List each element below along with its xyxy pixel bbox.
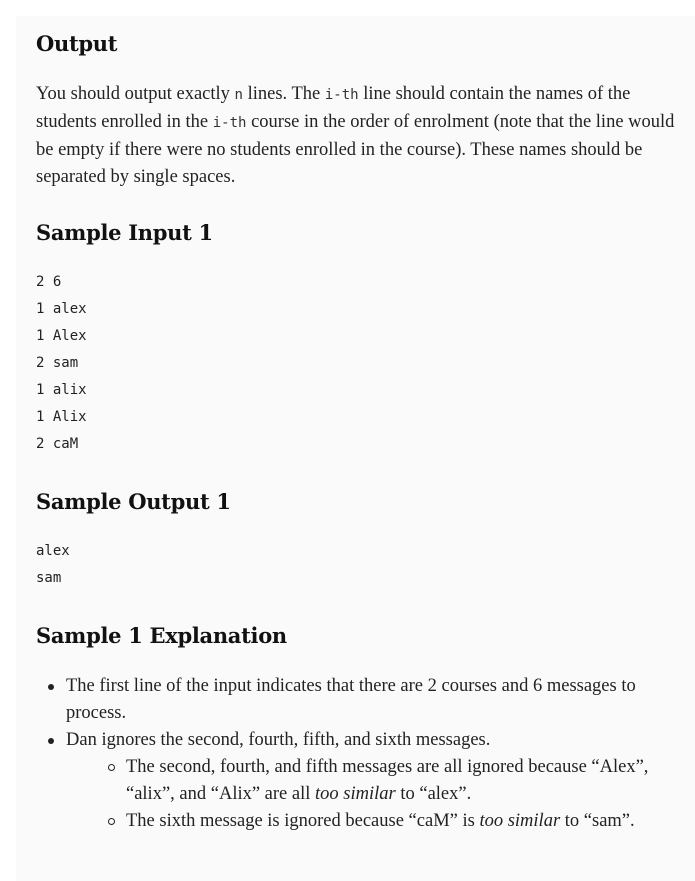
sample-output-block (36, 538, 70, 592)
sample-input-line: 1 Alix (36, 409, 87, 425)
sample-input-block (36, 269, 87, 458)
bullet-text: Dan ignores the second, fourth, fifth, and sixth messages. (66, 730, 491, 750)
explanation-heading: Sample 1 Explanation (36, 623, 287, 648)
sub-text: to “sam”. (560, 811, 635, 831)
sub-text: The sixth message is ignored because “caM” is (126, 811, 480, 831)
code-ith: i-th (324, 87, 359, 103)
sample-input-line: 1 Alex (36, 328, 87, 344)
code-ith: i-th (212, 115, 247, 131)
sample-input-line: 2 6 (36, 274, 62, 290)
bullet-text: The first line of the input indicates that there are 2 courses and 6 messages to process. (66, 676, 636, 723)
sample-output-heading: Sample Output 1 (36, 489, 231, 514)
output-text-4: course in the order of enrolment (note that the line would be empty if there were no students enrolled in the course). These names should be separated by single spaces. (36, 112, 675, 187)
sub-list-item (66, 754, 676, 808)
output-description (36, 81, 681, 191)
list-item (36, 727, 676, 835)
sample-input-heading: Sample Input 1 (36, 220, 213, 245)
output-text-1: You should output exactly (36, 84, 235, 104)
sample-input-line: 1 alex (36, 301, 87, 317)
sample-input-line: 2 sam (36, 355, 79, 371)
sub-list-item (66, 808, 676, 835)
output-heading: Output (36, 31, 118, 56)
output-text-2: lines. The (242, 84, 325, 104)
sample-input-line: 2 caM (36, 436, 79, 452)
sub-text: The second, fourth, and fifth messages are all ignored because “Alex”, “alix”, and “Alix” are all (126, 757, 649, 804)
problem-panel (16, 16, 695, 881)
code-n: n (234, 87, 243, 103)
sub-text: to “alex”. (395, 784, 472, 804)
sample-output-line: sam (36, 570, 62, 586)
emphasis-text: too similar (479, 811, 561, 831)
emphasis-text: too similar (315, 784, 396, 804)
explanation-list (36, 673, 676, 835)
sample-input-line: 1 alix (36, 382, 87, 398)
sample-output-line: alex (36, 543, 70, 559)
list-item (36, 673, 676, 727)
output-text-3: line should contain the names of the students enrolled in the (36, 84, 631, 132)
